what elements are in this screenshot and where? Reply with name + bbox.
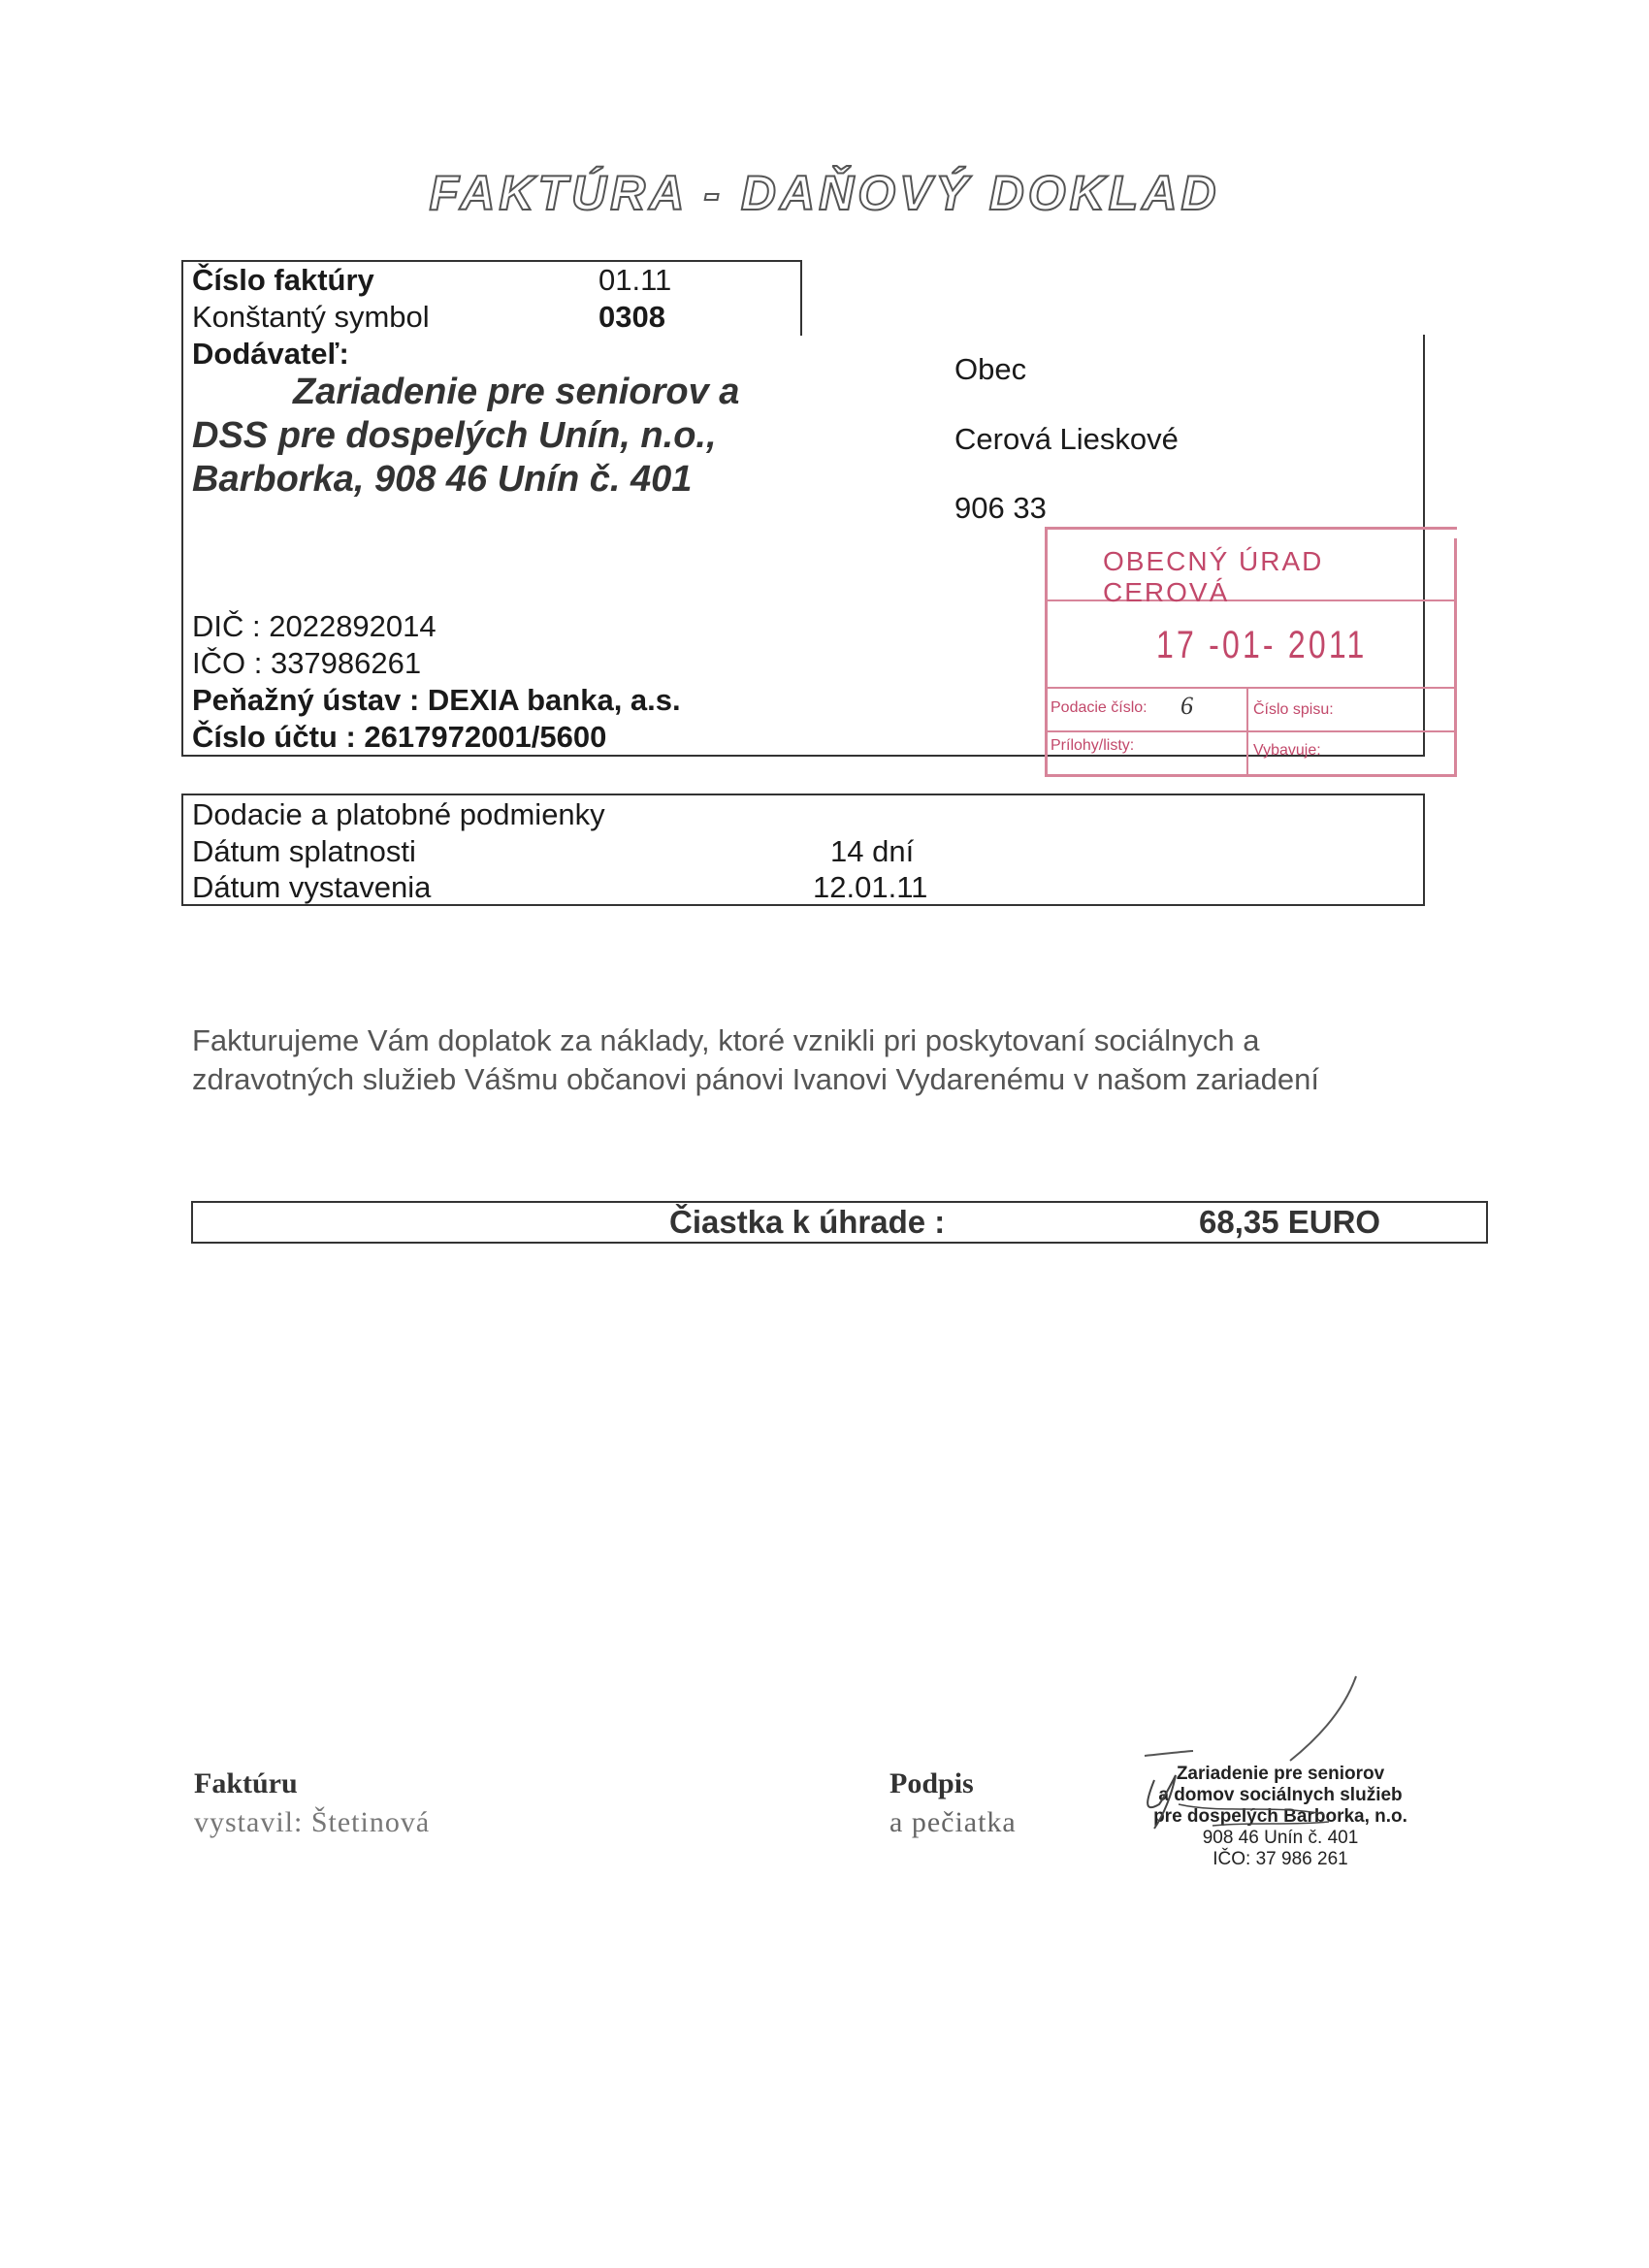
recipient-line-2: Cerová Lieskové [954, 422, 1179, 456]
due-date-label: Dátum splatnosti [192, 834, 416, 868]
stamp-podacie-label: Podacie číslo: [1051, 699, 1148, 716]
terms-header: Dodacie a platobné podmienky [192, 797, 605, 831]
handwritten-signature [1125, 1669, 1377, 1843]
ico: IČO : 337986261 [192, 646, 422, 680]
signature-sublabel: a pečiatka [889, 1806, 1017, 1838]
company-stamp-line-5: IČO: 37 986 261 [1212, 1849, 1348, 1869]
document-title: FAKTÚRA - DAŇOVÝ DOKLAD [429, 166, 1220, 220]
company-stamp-line-1: Zariadenie pre seniorov [1176, 1764, 1385, 1784]
issue-date-label: Dátum vystavenia [192, 870, 432, 904]
signature-label: Podpis [889, 1767, 974, 1799]
issue-date-value: 12.01.11 [813, 870, 928, 904]
stamp-cislo-spisu-label: Číslo spisu: [1253, 701, 1334, 718]
amount-value: 68,35 EURO [1199, 1204, 1381, 1240]
bank-name: Peňažný ústav : DEXIA banka, a.s. [192, 683, 681, 717]
supplier-name-line-1: Zariadenie pre seniorov a [293, 372, 740, 412]
invoice-number-label: Číslo faktúry [192, 263, 374, 297]
stamp-prilohy-label: Prílohy/listy: [1051, 737, 1135, 754]
account-number: Číslo účtu : 2617972001/5600 [192, 720, 607, 754]
office-receipt-stamp [1045, 527, 1457, 777]
constant-symbol-label: Konštantý symbol [192, 300, 430, 334]
recipient-line-3: 906 33 [954, 491, 1047, 525]
stamp-podacie-value: 6 [1180, 692, 1193, 720]
supplier-name-line-2: DSS pre dospelých Unín, n.o., [192, 415, 717, 456]
supplier-label: Dodávateľ: [192, 337, 349, 371]
supplier-address-line: Barborka, 908 46 Unín č. 401 [192, 459, 693, 500]
company-stamp-line-3: pre dospelých Barborka, n.o. [1153, 1806, 1407, 1827]
stamp-office-name: OBECNÝ ÚRAD CEROVÁ [1103, 546, 1324, 607]
body-text-line-2: zdravotných služieb Vášmu občanovi pánovi Ivanovi Vydarenému v našom zariadení [192, 1062, 1319, 1096]
stamp-vybavuje-label: Vybavuje: [1253, 742, 1321, 759]
due-date-value: 14 dní [830, 834, 915, 868]
invoice-number-value: 01.11 [598, 263, 672, 297]
company-stamp-line-4: 908 46 Unín č. 401 [1202, 1828, 1359, 1848]
constant-symbol-value: 0308 [598, 300, 665, 334]
issued-by-label: Faktúru [194, 1767, 298, 1799]
company-stamp-line-2: a domov sociálnych služieb [1158, 1785, 1403, 1805]
issued-by-name: vystavil: Štetinová [194, 1806, 431, 1838]
recipient-line-1: Obec [954, 352, 1027, 386]
body-text-line-1: Fakturujeme Vám doplatok za náklady, ktoré vznikli pri poskytovaní sociálnych a [192, 1023, 1260, 1057]
dic: DIČ : 2022892014 [192, 609, 436, 643]
stamp-date: 17 -01- 2011 [1156, 624, 1368, 666]
amount-label: Čiastka k úhrade : [669, 1204, 946, 1240]
